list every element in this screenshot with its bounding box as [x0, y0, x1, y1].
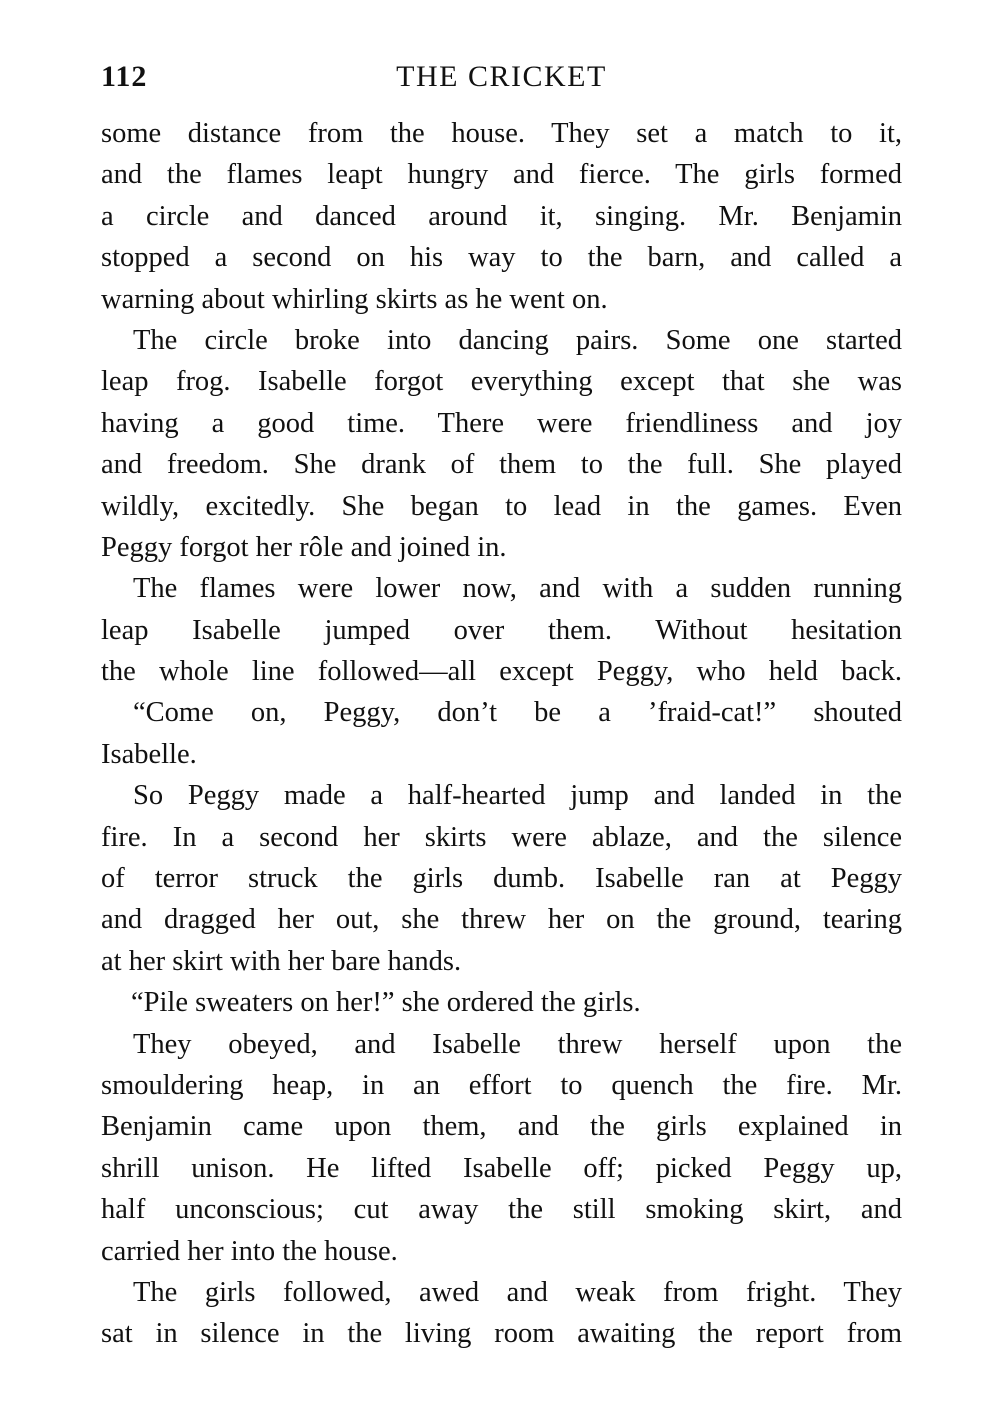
text-line: shrill unison. He lifted Isabelle off; picked Peggy up, [101, 1152, 902, 1184]
text-line: wildly, excitedly. She began to lead in the games. Even [101, 490, 902, 522]
text-line: and freedom. She drank of them to the full. She played [101, 449, 902, 481]
text-line: sat in silence in the living room awaiting the report from [101, 1318, 902, 1350]
page-number: 112 [101, 60, 148, 93]
text-line: at her skirt with her bare hands. [101, 945, 462, 977]
text-line: some distance from the house. They set a match to it, [101, 118, 902, 149]
text-line: stopped a second on his way to the barn, and called a [101, 242, 902, 274]
text-line: leap Isabelle jumped over them. Without hesitation [101, 614, 902, 646]
text-line: Benjamin came upon them, and the girls explained in [101, 1111, 902, 1143]
text-line: of terror struck the girls dumb. Isabelle ran at Peggy [101, 863, 902, 895]
text-line: So Peggy made a half-hearted jump and landed in the [133, 780, 902, 812]
text-line: smouldering heap, in an effort to quench the fire. Mr. [101, 1069, 902, 1101]
text-line: and the flames leapt hungry and fierce. The girls formed [101, 159, 902, 191]
text-line: “Pile sweaters on her!” she ordered the girls. [131, 987, 641, 1019]
running-head [101, 55, 902, 99]
running-title: THE CRICKET [396, 60, 607, 93]
body-text [101, 113, 902, 1355]
text-line: having a good time. There were friendliness and joy [101, 407, 902, 439]
text-line: half unconscious; cut away the still smoking skirt, and [101, 1194, 902, 1226]
text-line: fire. In a second her skirts were ablaze, and the silence [101, 821, 902, 853]
text-line: The circle broke into dancing pairs. Some one started [133, 324, 902, 356]
text-line: the whole line followed—all except Peggy, who held back. [101, 656, 902, 688]
text-line: carried her into the house. [101, 1235, 398, 1267]
text-line: leap frog. Isabelle forgot everything except that she was [101, 366, 902, 398]
text-line: Peggy forgot her rôle and joined in. [101, 531, 507, 563]
text-line: The girls followed, awed and weak from fright. They [133, 1276, 902, 1308]
text-line: Isabelle. [101, 738, 197, 770]
text-line: The flames were lower now, and with a sudden running [133, 573, 902, 605]
text-line: “Come on, Peggy, don’t be a ’fraid-cat!” shouted [133, 697, 902, 729]
text-line: warning about whirling skirts as he went on. [101, 283, 608, 315]
text-line: and dragged her out, she threw her on the ground, tearing [101, 904, 902, 936]
text-line: They obeyed, and Isabelle threw herself upon the [133, 1028, 902, 1060]
text-line: a circle and danced around it, singing. Mr. Benjamin [101, 200, 902, 232]
book-page [101, 55, 902, 1355]
